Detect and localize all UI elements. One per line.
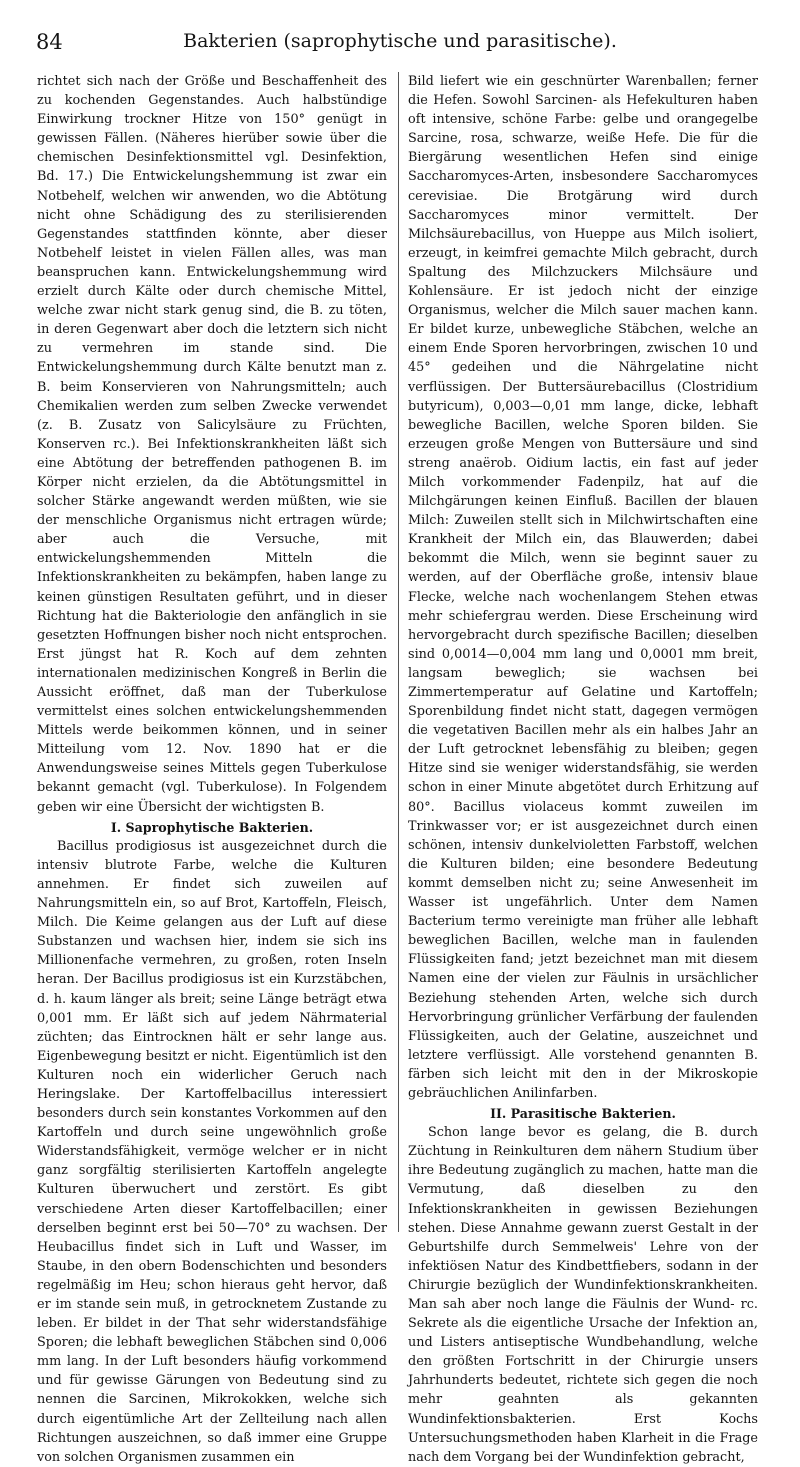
right-column bbox=[408, 72, 758, 1465]
page-number: 84 bbox=[36, 30, 63, 54]
section-heading-saprophytic: I. Saprophytische Bakterien. bbox=[110, 819, 314, 835]
page-header bbox=[36, 26, 764, 62]
running-title: Bakterien (saprophytische und parasitische). bbox=[183, 30, 617, 52]
paragraph-parasitic-bacteria: Schon lange bevor es gelang, die B. durch Züchtung in Reinkulturen dem nähern Studium über ihre Bedeutung zugänglich zu machen, hatte man die Vermutung, daß dieselben zu den Infektionskrankheiten in gewissen Beziehungen stehen. Diese Annahme gewann zuerst Gestalt in der Geburtshilfe durch Semmelweis' Lehre von der infektiösen Natur des Kindbettfiebers, sodann in der Chirurgie bezüglich der Wundinfektionskrankheiten. Man sah aber noch lange die Fäulnis der Wund- rc. Sekrete als die eigentliche Ursache der Infektion an, und Listers antiseptische Wundbehandlung, welche den größten Fortschritt in der Chirurgie unsers Jahrhunderts bedeutet, richtete sich gegen die noch mehr geahnten als gekannten Wundinfektionsbakterien. Erst Kochs Untersuchungsmethoden haben Klarheit in die Frage nach dem Vorgang bei der Wundinfektion gebracht, bbox=[408, 1125, 758, 1465]
section-heading-parasitic: II. Parasitische Bakterien. bbox=[490, 1106, 676, 1122]
paragraph-continuation: richtet sich nach der Größe und Beschaffenheit des zu kochenden Gegenstandes. Auch halbstündige Einwirkung trockner Hitze von 150° genügt in gewissen Fällen. (Näheres hierüber sowie über die chemischen Desinfektionsmittel vgl. Desinfektion, Bd. 17.) Die Entwickelungshemmung ist zwar ein Notbehelf, welchen wir anwenden, wo die Abtötung nicht ohne Schädigung des zu sterilisierenden Gegenstandes stattfinden könnte, aber dieser Notbehelf leistet in vielen Fällen alles, was man beanspruchen kann. Entwickelungshemmung wird erzielt durch Kälte oder durch chemische Mittel, welche zwar nicht stark genug sind, die B. zu töten, in deren Gegenwart aber doch die letztern sich nicht zu vermehren im stande sind. Die Entwickelungshemmung durch Kälte benutzt man z. B. beim Konservieren von Nahrungsmitteln; auch Chemikalien werden zum selben Zwecke verwendet (z. B. Zusatz von Salicylsäure zu Früchten, Konserven rc.). Bei Infektionskrankheiten läßt sich eine Abtötung der betreffenden pathogenen B. im Körper nicht erzielen, da die Abtötungsmittel in solcher Stärke angewandt werden müßten, wie sie der menschliche Organismus nicht ertragen würde; aber auch die Versuche, mit entwickelungshemmenden Mitteln die Infektionskrankheiten zu bekämpfen, haben lange zu keinen günstigen Resultaten geführt, und in dieser Richtung hat die Bakteriologie den anfänglich in sie gesetzten Hoffnungen bisher noch nicht entsprochen. Erst jüngst hat R. Koch auf dem zehnten internationalen medizinischen Kongreß in Berlin die Aussicht eröffnet, daß man der Tuberkulose vermittelst eines solchen entwickelungshemmenden Mittels werde beikommen können, und in seiner Mitteilung vom 12. Nov. 1890 hat er die Anwendungsweise seines Mittels gegen Tuberkulose bekannt gemacht (vgl. Tuberkulose). In Folgendem geben wir eine Übersicht der wichtigsten B. bbox=[37, 74, 387, 815]
paragraph-saprophytic-bacteria: Bacillus prodigiosus ist ausgezeichnet durch die intensiv blutrote Farbe, welche die Kulturen annehmen. Er findet sich zuweilen auf Nahrungsmitteln ein, so auf Brot, Kartoffeln, Fleisch, Milch. Die Keime gelangen aus der Luft auf diese Substanzen und wachsen hier, indem sie sich ins Millionenfache vermehren, zu großen, roten Inseln heran. Der Bacillus prodigiosus ist ein Kurzstäbchen, d. h. kaum länger als breit; seine Länge beträgt etwa 0,001 mm. Er läßt sich auf jedem Nährmaterial züchten; das Eintrocknen hält er sehr lange aus. Eigenbewegung besitzt er nicht. Eigentümlich ist den Kulturen noch ein widerlicher Geruch nach Heringslake. Der Kartoffelbacillus interessiert besonders durch sein konstantes Vorkommen auf den Kartoffeln und durch seine ungewöhnlich große Widerstandsfähigkeit, vermöge welcher er in nicht ganz sorgfältig sterilisierten Kartoffeln angelegte Kulturen überwuchert und zerstört. Es gibt verschiedene Arten dieser Kartoffelbacillen; einer derselben beginnt erst bei 50—70° zu wachsen. Der Heubacillus findet sich in Luft und Wasser, im Staube, in den obern Bodenschichten und besonders regelmäßig im Heu; schon hieraus geht hervor, daß er im stande sein muß, in getrocknetem Zustande zu leben. Er bildet in der That sehr widerstandsfähige Sporen; die lebhaft beweglichen Stäbchen sind 0,006 mm lang. In der Luft besonders häufig vorkommend und für gewisse Gärungen von Bedeutung sind zu nennen die Sarcinen, Mikrokokken, welche sich durch eigentümliche Art der Zellteilung nach allen Richtungen auszeichnen, so daß immer eine Gruppe von solchen Organismen zusammen ein bbox=[37, 838, 387, 1465]
left-column bbox=[37, 72, 387, 1465]
column-divider bbox=[398, 72, 399, 1232]
paragraph-saprophytic-continued: Bild liefert wie ein geschnürter Warenballen; ferner die Hefen. Sowohl Sarcinen- als Hefekulturen haben oft intensive, schöne Farbe: gelbe und orangegelbe Sarcine, rosa, schwarze, weiße Hefe. Die für die Biergärung wesentlichen Hefen sind einige Saccharomyces-Arten, insbesondere Saccharomyces cerevisiae. Die Brotgärung wird durch Saccharomyces minor vermittelt. Der Milchsäurebacillus, von Hueppe aus Milch isoliert, erzeugt, in keimfrei gemachte Milch gebracht, durch Spaltung des Milchzuckers Milchsäure und Kohlensäure. Er ist jedoch nicht der einzige Organismus, welcher die Milch sauer machen kann. Er bildet kurze, unbewegliche Stäbchen, welche an einem Ende Sporen hervorbringen, zwischen 10 und 45° gedeihen und die Nährgelatine nicht verflüssigen. Der Buttersäurebacillus (Clostridium butyricum), 0,003—0,01 mm lange, dicke, lebhaft bewegliche Bacillen, welche Sporen bilden. Sie erzeugen große Mengen von Buttersäure und sind streng anaërob. Oidium lactis, ein fast auf jeder Milch vorkommender Fadenpilz, hat auf die Milchgärungen keinen Einfluß. Bacillen der blauen Milch: Zuweilen stellt sich in Milchwirtschaften eine Krankheit der Milch ein, das Blauwerden; dabei bekommt die Milch, wenn sie beginnt sauer zu werden, auf der Oberfläche große, intensiv blaue Flecke, welche nach wochenlangem Stehen etwas mehr schiefergrau werden. Diese Erscheinung wird hervorgebracht durch spezifische Bacillen; dieselben sind 0,0014—0,004 mm lang und 0,0001 mm breit, langsam beweglich; sie wachsen bei Zimmertemperatur auf Gelatine und Kartoffeln; Sporenbildung findet nicht statt, dagegen vermögen die vegetativen Bacillen mehr als ein halbes Jahr an der Luft getrocknet lebensfähig zu bleiben; gegen Hitze sind sie weniger widerstandsfähig, sie werden schon in einer Minute abgetötet durch Erhitzung auf 80°. Bacillus violaceus kommt zuweilen im Trinkwasser vor; er ist ausgezeichnet durch einen schönen, intensiv dunkelvioletten Farbstoff, welchen die Kulturen bilden; eine besondere Bedeutung kommt demselben nicht zu; seine Anwesenheit im Wasser ist ungefährlich. Unter dem Namen Bacterium termo vereinigte man früher alle lebhaft beweglichen Bacillen, welche man in faulenden Flüssigkeiten fand; jetzt bezeichnet man mit diesem Namen eine der vielen zur Fäulnis in ursächlicher Beziehung stehenden Arten, welche sich durch Hervorbringung grünlicher Verfärbung der faulenden Flüssigkeiten, auch der Gelatine, auszeichnet und letztere verflüssigt. Alle vorstehend genannten B. färben sich leicht mit den in der Mikroskopie gebräuchlichen Anilinfarben. bbox=[408, 74, 758, 1101]
